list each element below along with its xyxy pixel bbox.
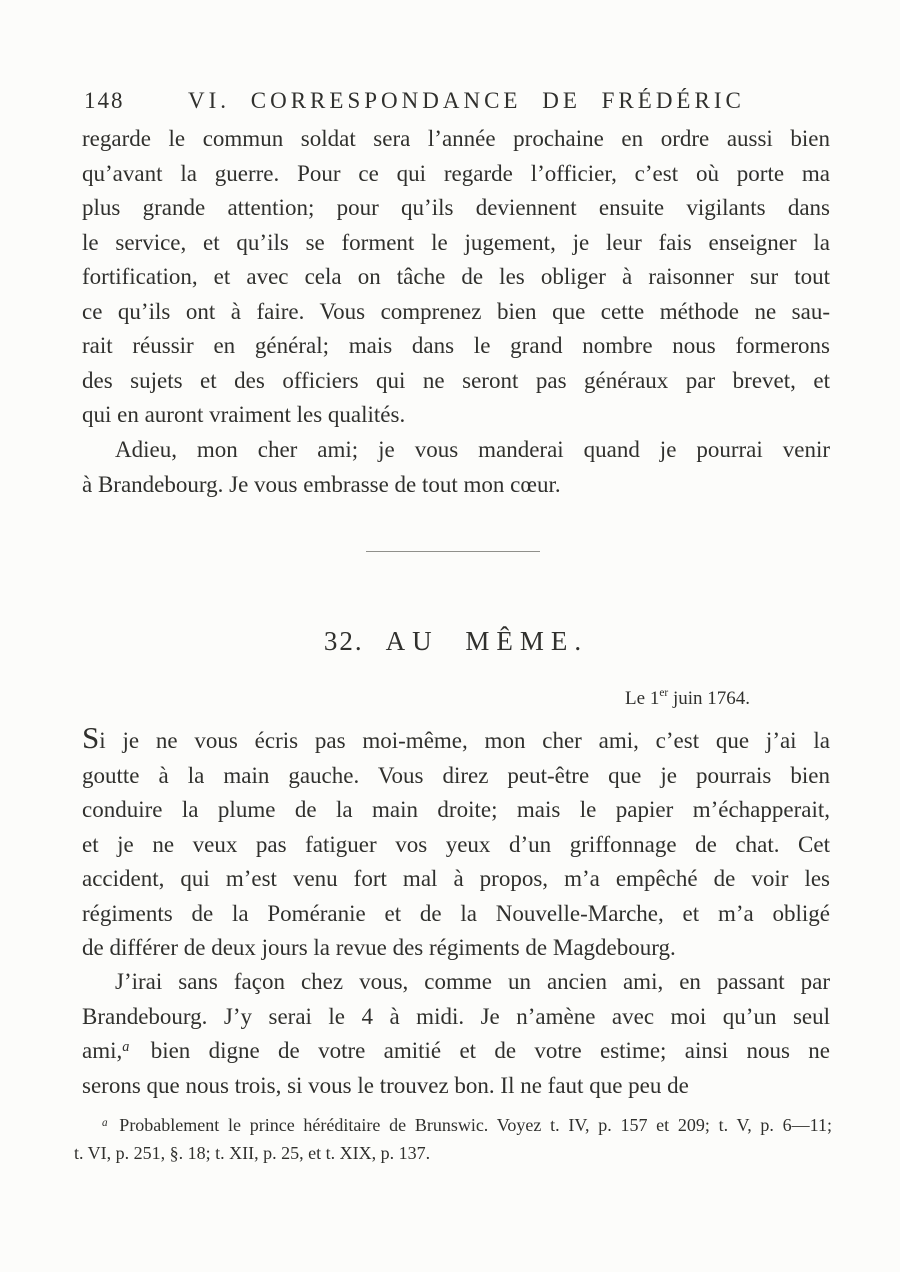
text-line: à Brandebourg. Je vous embrasse de tout mon cœur.	[82, 471, 561, 497]
letter-title: AU MÊME.	[385, 626, 589, 656]
letter32-paragraph-1	[82, 720, 830, 966]
text-line: le service, et qu’ils se forment le jugement, je leur fais enseigner la	[82, 229, 830, 255]
text-line: des sujets et des officiers qui ne seront pas généraux par brevet, et	[82, 367, 830, 393]
text-line	[82, 686, 750, 712]
text-line: accident, qui m’est venu fort mal à propos, m’a empêché de voir les	[82, 866, 830, 891]
text-line: Brandebourg. J’y serai le 4 à midi. Je n’amène avec moi qu’un seul	[82, 1003, 830, 1029]
text-line: ce qu’ils ont à faire. Vous comprenez bien que cette méthode ne sau-	[82, 298, 830, 324]
letter-heading	[82, 626, 830, 657]
footnote	[74, 1112, 832, 1167]
page-number: 148	[84, 88, 125, 113]
superscript-note-marker: er	[659, 687, 669, 699]
text-segment: juin 1764.	[668, 688, 750, 709]
text-line: plus grande attention; pour qu’ils deviennent ensuite vigilants dans	[82, 195, 830, 220]
superscript-note-marker: a	[122, 1039, 130, 1055]
letter-number: 32.	[323, 626, 364, 656]
text-segment: bien digne de votre amitié et de votre estime; ainsi nous ne	[132, 1038, 830, 1063]
text-line: et je ne veux pas fatiguer vos yeux d’un griffonnage de chat. Cet	[82, 831, 830, 857]
text-line: régiments de la Poméranie et de la Nouvelle-Marche, et m’a obligé	[82, 900, 830, 926]
section-divider	[366, 551, 540, 552]
letter31-paragraph-continuation	[82, 122, 830, 433]
text-segment: S	[82, 720, 100, 755]
text-line: de différer de deux jours la revue des régiments de Magdebourg.	[82, 935, 676, 960]
running-title: VI. CORRESPONDANCE DE FRÉDÉRIC	[188, 88, 745, 113]
text-line: rait réussir en général; mais dans le grand nombre nous formerons	[82, 333, 830, 358]
text-line: conduire la plume de la main droite; mais le papier m’échapperait,	[82, 797, 830, 822]
text-segment: Le 1	[625, 688, 660, 709]
text-segment: ami,	[82, 1038, 123, 1063]
text-line: Adieu, mon cher ami; je vous manderai quand je pourrai venir	[115, 437, 830, 462]
text-line: J’irai sans façon chez vous, comme un ancien ami, en passant par	[115, 969, 830, 994]
text-segment: i je ne vous écris pas moi-même, mon cher ami, c’est que j’ai la	[99, 728, 830, 753]
text-line	[82, 1034, 830, 1069]
text-line: qui en auront vraiment les qualités.	[82, 402, 406, 427]
text-line	[82, 720, 830, 759]
letter-dateline	[82, 686, 750, 712]
text-segment: Probablement le prince héréditaire de Brunswic. Voyez t. IV, p. 157 et 209; t. V, p. 6—11;	[110, 1115, 832, 1135]
superscript-note-marker: a	[102, 1117, 108, 1129]
letter31-closing-paragraph	[82, 433, 830, 502]
text-line: goutte à la main gauche. Vous direz peut-être que je pourrais bien	[82, 762, 830, 788]
text-line: serons que nous trois, si vous le trouvez bon. Il ne faut que peu de	[82, 1072, 689, 1098]
text-line	[74, 1112, 832, 1140]
text-line: qu’avant la guerre. Pour ce qui regarde l’officier, c’est où porte ma	[82, 160, 830, 186]
text-line: t. VI, p. 251, §. 18; t. XII, p. 25, et t. XIX, p. 137.	[74, 1142, 431, 1163]
text-line: regarde le commun soldat sera l’année prochaine en ordre aussi bien	[82, 126, 830, 151]
text-line: fortification, et avec cela on tâche de les obliger à raisonner sur tout	[82, 264, 830, 289]
letter32-paragraph-2	[82, 965, 830, 1103]
